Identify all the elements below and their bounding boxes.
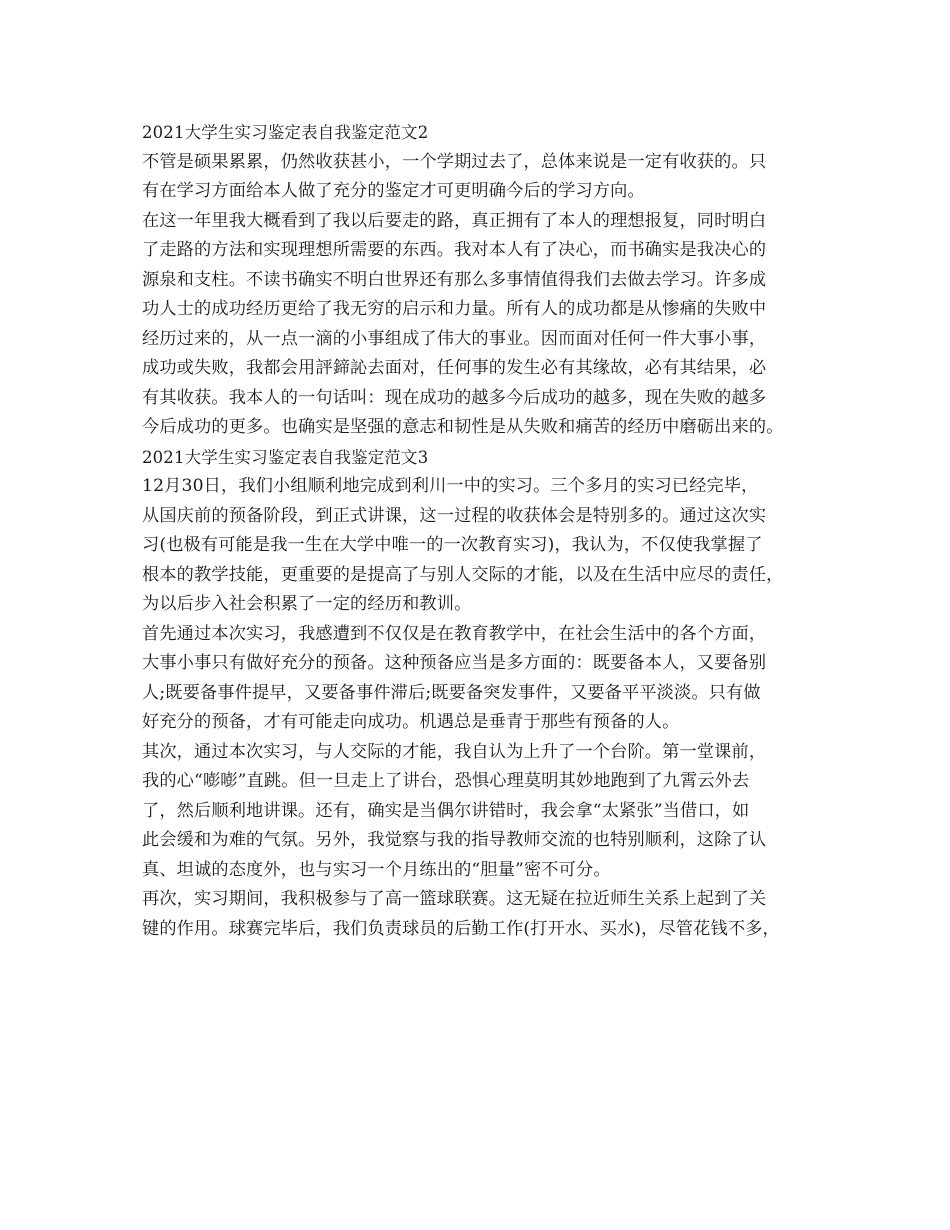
section-heading: 2021大学生实习鉴定表自我鉴定范文2	[142, 123, 429, 142]
text-line: 12月30日，我们小组顺利地完成到利川一中的实习。三个多月的实习已经完毕，	[142, 476, 759, 496]
text-line: 根本的教学技能，更重要的是提高了与别人交际的才能，以及在生活中应尽的责任，	[142, 564, 784, 585]
text-line: 为以后步入社会积累了一定的经历和教训。	[142, 594, 472, 614]
text-line: 我的心“嘭嘭”直跳。但一旦走上了讲台，恐惧心理莫明其妙地跑到了九霄云外去	[142, 771, 750, 791]
text-line: 了，然后顺利地讲课。还有，确实是当偶尔讲错时，我会拿“太紧张”当借口，如	[142, 800, 750, 821]
text-line: 习(也极有可能是我一生在大学中唯一的一次教育实习)，我认为，不仅使我掌握了	[142, 535, 763, 555]
text-line: 功人士的成功经历更给了我无穷的启示和力量。所有人的成功都是从惨痛的失败中	[142, 299, 767, 319]
text-line: 人;既要备事件提早，又要备事件滞后;既要备突发事件，又要备平平淡淡。只有做	[142, 682, 761, 703]
text-line: 好充分的预备，才有可能走向成功。机遇总是垂青于那些有预备的人。	[142, 712, 680, 732]
text-line: 键的作用。球赛完毕后，我们负责球员的后勤工作(打开水、买水)，尽管花钱不多，	[142, 918, 780, 939]
text-line: 在这一年里我大概看到了我以后要走的路，真正拥有了本人的理想报复，同时明白	[142, 210, 767, 231]
text-line: 源泉和支柱。不读书确实不明白世界还有那么多事情值得我们去做去学习。许多成	[142, 269, 767, 290]
text-line: 从国庆前的预备阶段，到正式讲课，这一过程的收获体会是特别多的。通过这次实	[142, 505, 767, 526]
text-line: 今后成功的更多。也确实是坚强的意志和韧性是从失败和痛苦的经历中磨砺出来的。	[142, 417, 784, 437]
text-line: 再次，实习期间，我积极参与了高一篮球联赛。这无疑在拉近师生关系上起到了关	[142, 889, 767, 909]
text-line: 成功或失败，我都会用評鍗訫去面对，任何事的发生必有其缘故，必有其结果，必	[142, 358, 767, 378]
document-page	[142, 118, 832, 944]
text-line: 经历过来的，从一点一滴的小事组成了伟大的事业。因而面对任何一件大事小事，	[142, 328, 767, 349]
text-line: 有在学习方面给本人做了充分的鉴定才可更明确今后的学习方向。	[142, 181, 645, 201]
text-line: 大事小事只有做好充分的预备。这种预备应当是多方面的：既要备本人，又要备别	[142, 653, 767, 673]
text-line: 真、坦诚的态度外，也与实习一个月练出的“胆量”密不可分。	[142, 859, 611, 880]
section-heading: 2021大学生实习鉴定表自我鉴定范文3	[142, 447, 429, 467]
text-line: 此会缓和为难的气氛。另外，我觉察与我的指导教师交流的也特别顺利，这除了认	[142, 830, 767, 850]
text-line: 其次，通过本次实习，与人交际的才能，我自认为上升了一个台阶。第一堂课前，	[142, 741, 767, 762]
text-line: 不管是硕果累累，仍然收获甚小，一个学期过去了，总体来说是一定有收获的。只	[142, 151, 767, 172]
text-line: 首先通过本次实习，我感遭到不仅仅是在教育教学中，在社会生活中的各个方面，	[142, 623, 767, 644]
text-line: 有其收获。我本人的一句话叫：现在成功的越多今后成功的越多，现在失败的越多	[142, 387, 767, 408]
text-line: 了走路的方法和实现理想所需要的东西。我对本人有了决心，而书确实是我决心的	[142, 240, 767, 260]
